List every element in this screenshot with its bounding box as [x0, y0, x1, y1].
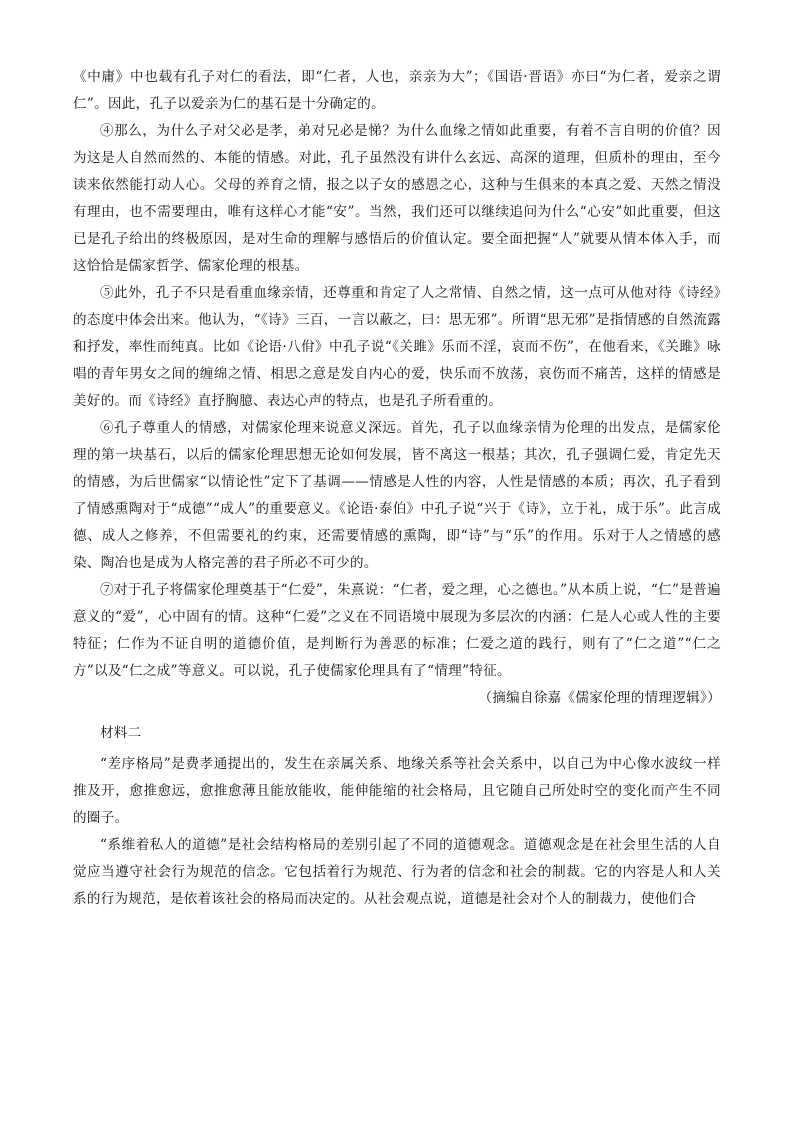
paragraph-zhongyong: 《中庸》中也载有孔子对仁的看法，即“仁者，人也，亲亲为大”；《国语·晋语》亦曰“为仁者，爱亲之谓仁”。因此，孔子以爱亲为仁的基石是十分确定的。 — [73, 69, 721, 112]
paragraph-4: ④那么，为什么子对父必是孝，弟对兄必是悌？为什么血缘之情如此重要，有着不言自明的价值？因为这是人自然而然的、本能的情感。对此，孔子虽然没有讲什么玄远、高深的道理，但质朴的理由，至今读来依然能打动人心。父母的养育之情，报之以子女的感恩之心，这种与生俱来的本真之爱、天然之情没有理由，也不需要理由，唯有这样心才能“安”。当然，我们还可以继续追问为什么“心安”如此重要，但这已是孔子给出的终极原因，是对生命的理解与感悟后的价值认定。要全面把握“人”就要从情本体入手，而这恰恰是儒家哲学、儒家伦理的根基。 — [73, 123, 721, 274]
paragraph-private-morality: “系维着私人的道德”是社会结构格局的差别引起了不同的道德观念。道德观念是在社会里生活的人自觉应当遵守社会行为规范的信念。它包括着行为规范、行为者的信念和社会的制裁。它的内容是人和人关系的行为规范，是依着该社会的格局而决定的。从社会观点说，道德是社会对个人的制裁力，使他们合 — [73, 837, 721, 907]
paragraph-7: ⑦对于孔子将儒家伦理奠基于“仁爱”，朱熹说：“仁者，爱之理，心之德也。”从本质上说，“仁”是普遍意义的“爱”，心中固有的情。这种“仁爱”之义在不同语境中展现为多层次的内涵：仁是人心或人性的主要特征；仁作为不证自明的道德价值，是判断行为善恶的标准；仁爱之道的践行，则有了“仁之道”“仁之方”以及“仁之成”等意义。可以说，孔子使儒家伦理具有了“情理”特征。 — [73, 582, 721, 679]
paragraph-chaxu-geju: “差序格局”是费孝通提出的，发生在亲属关系、地缘关系等社会关系中，以自己为中心像水波纹一样推及开，愈推愈远，愈推愈薄且能放能收，能伸能缩的社会格局，且它随自己所处时空的变化而产生不同的圈子。 — [73, 756, 721, 826]
article-body — [73, 64, 721, 913]
source-citation: （摘编自徐嘉《儒家伦理的情理逻辑》） — [478, 690, 721, 706]
material-two-heading: 材料二 — [100, 725, 142, 741]
paragraph-6: ⑥孔子尊重人的情感，对儒家伦理来说意义深远。首先，孔子以血缘亲情为伦理的出发点，是儒家伦理的第一块基石，以后的儒家伦理思想无论如何发展，皆不离这一根基；其次，孔子强调仁爱，肯定先天的情感，为后世儒家“以情论性”定下了基调——情感是人性的内容，人性是情感的本质；再次，孔子看到了情感熏陶对于“成德”“成人”的重要意义。《论语·泰伯》中孔子说“兴于《诗》，立于礼，成于乐”。此言成德、成人之修养，不但需要礼的约束，还需要情感的熏陶，即“诗”与“乐”的作用。乐对于人之情感的感染、陶冶也是成为人格完善的君子所必不可少的。 — [73, 420, 721, 571]
paragraph-5: ⑤此外，孔子不只是看重血缘亲情，还尊重和肯定了人之常情、自然之情，这一点可从他对待《诗经》的态度中体会出来。他认为，“《诗》三百，一言以蔽之，曰：思无邪”。所谓“思无邪”是指情感的自然流露和抒发，率性而纯真。比如《论语·八佾》中孔子说“《关雎》乐而不淫，哀而不伤”，在他看来，《关雎》咏唱的青年男女之间的缠绵之情、相思之意是发自内心的爱，快乐而不放荡，哀伤而不痛苦，这样的情感是美好的。而《诗经》直抒胸臆、表达心声的特点，也是孔子所看重的。 — [73, 285, 721, 409]
